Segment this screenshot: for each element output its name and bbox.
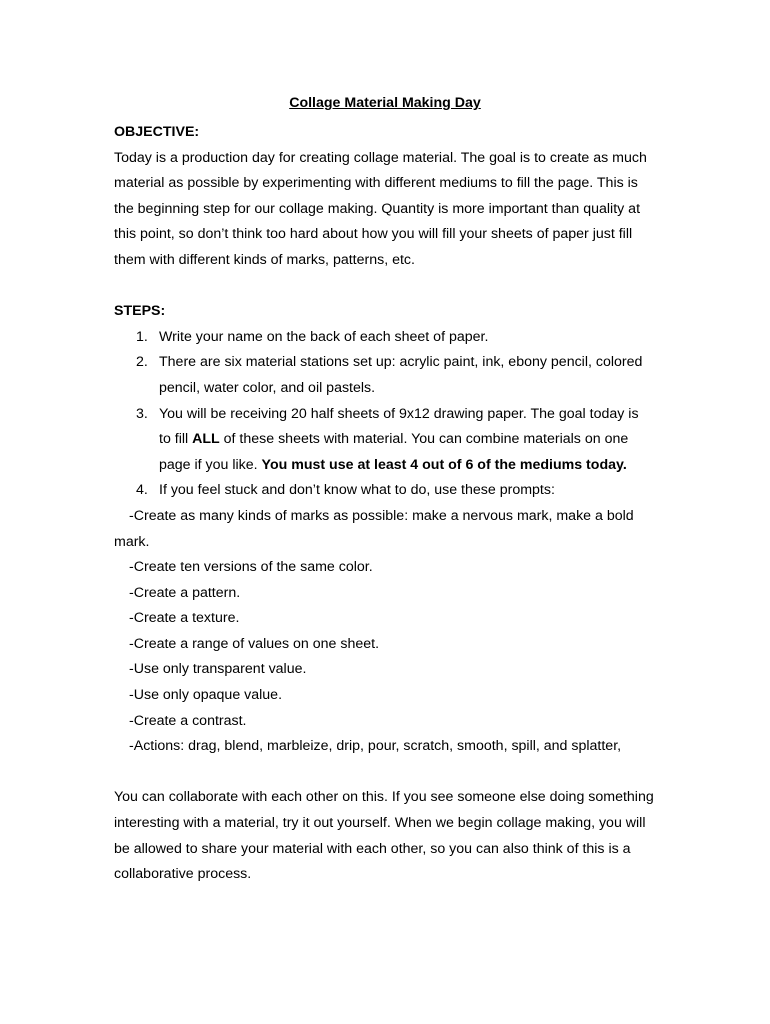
prompt-item: -Use only transparent value. xyxy=(129,661,307,678)
objective-heading: OBJECTIVE: xyxy=(114,124,200,140)
step-text: If you feel stuck and don’t know what to do, use these prompts: xyxy=(159,482,555,499)
step-item xyxy=(114,402,654,479)
prompt-item: -Create as many kinds of marks as possible: make a nervous mark, make a bold mark. xyxy=(114,507,634,550)
prompt-item: -Create a pattern. xyxy=(129,584,241,601)
steps-heading: STEPS: xyxy=(114,303,166,320)
spacer xyxy=(114,760,654,786)
prompt-item: -Create ten versions of the same color. xyxy=(129,559,373,576)
spacer xyxy=(114,274,654,300)
step-number: 2. xyxy=(136,354,148,371)
document-body xyxy=(114,120,654,888)
step-text: Write your name on the back of each sheet of paper. xyxy=(159,328,489,345)
step-emphasis: You must use at least 4 out of 6 of the mediums today. xyxy=(261,456,627,473)
page-title: Collage Material Making Day xyxy=(289,95,481,111)
step-text-part: You will be receiving 20 half sheets of 9x12 drawing paper. The goal today is to fill xyxy=(159,405,639,448)
prompt-item: -Actions: drag, blend, marbleize, drip, pour, scratch, smooth, spill, and splatter, xyxy=(129,738,622,755)
step-number: 4. xyxy=(136,482,148,499)
prompt-item: -Use only opaque value. xyxy=(129,687,283,704)
objective-text: Today is a production day for creating collage material. The goal is to create as much material as possible by experimenting with different mediums to fill the page. This is the beginning step for our collage making. Quantity is more important than quality at this point, so don’t think too hard about how you will fill your sheets of paper just fill them with different kinds of marks, patterns, etc. xyxy=(114,149,647,268)
step-emphasis: ALL xyxy=(192,431,220,448)
step-number: 3. xyxy=(136,405,148,422)
steps-list xyxy=(114,325,654,504)
step-item xyxy=(114,478,654,504)
prompt-item: -Create a contrast. xyxy=(129,712,247,729)
step-item xyxy=(114,325,654,351)
step-number: 1. xyxy=(136,328,148,345)
step-text-part: of these sheets with material. You can combine materials on one page if you like. xyxy=(159,431,629,473)
prompt-item: -Create a texture. xyxy=(129,610,240,627)
step-text: There are six material stations set up: acrylic paint, ink, ebony pencil, colored pencil, water color, and oil pastels. xyxy=(159,354,643,396)
prompt-item: -Create a range of values on one sheet. xyxy=(129,635,380,652)
step-item xyxy=(114,350,654,401)
closing-paragraph: You can collaborate with each other on this. If you see someone else doing something interesting with a material, try it out yourself. When we begin collage making, you will be allowed to share your material with each other, so you can also think of this is a collaborative process. xyxy=(114,789,654,883)
